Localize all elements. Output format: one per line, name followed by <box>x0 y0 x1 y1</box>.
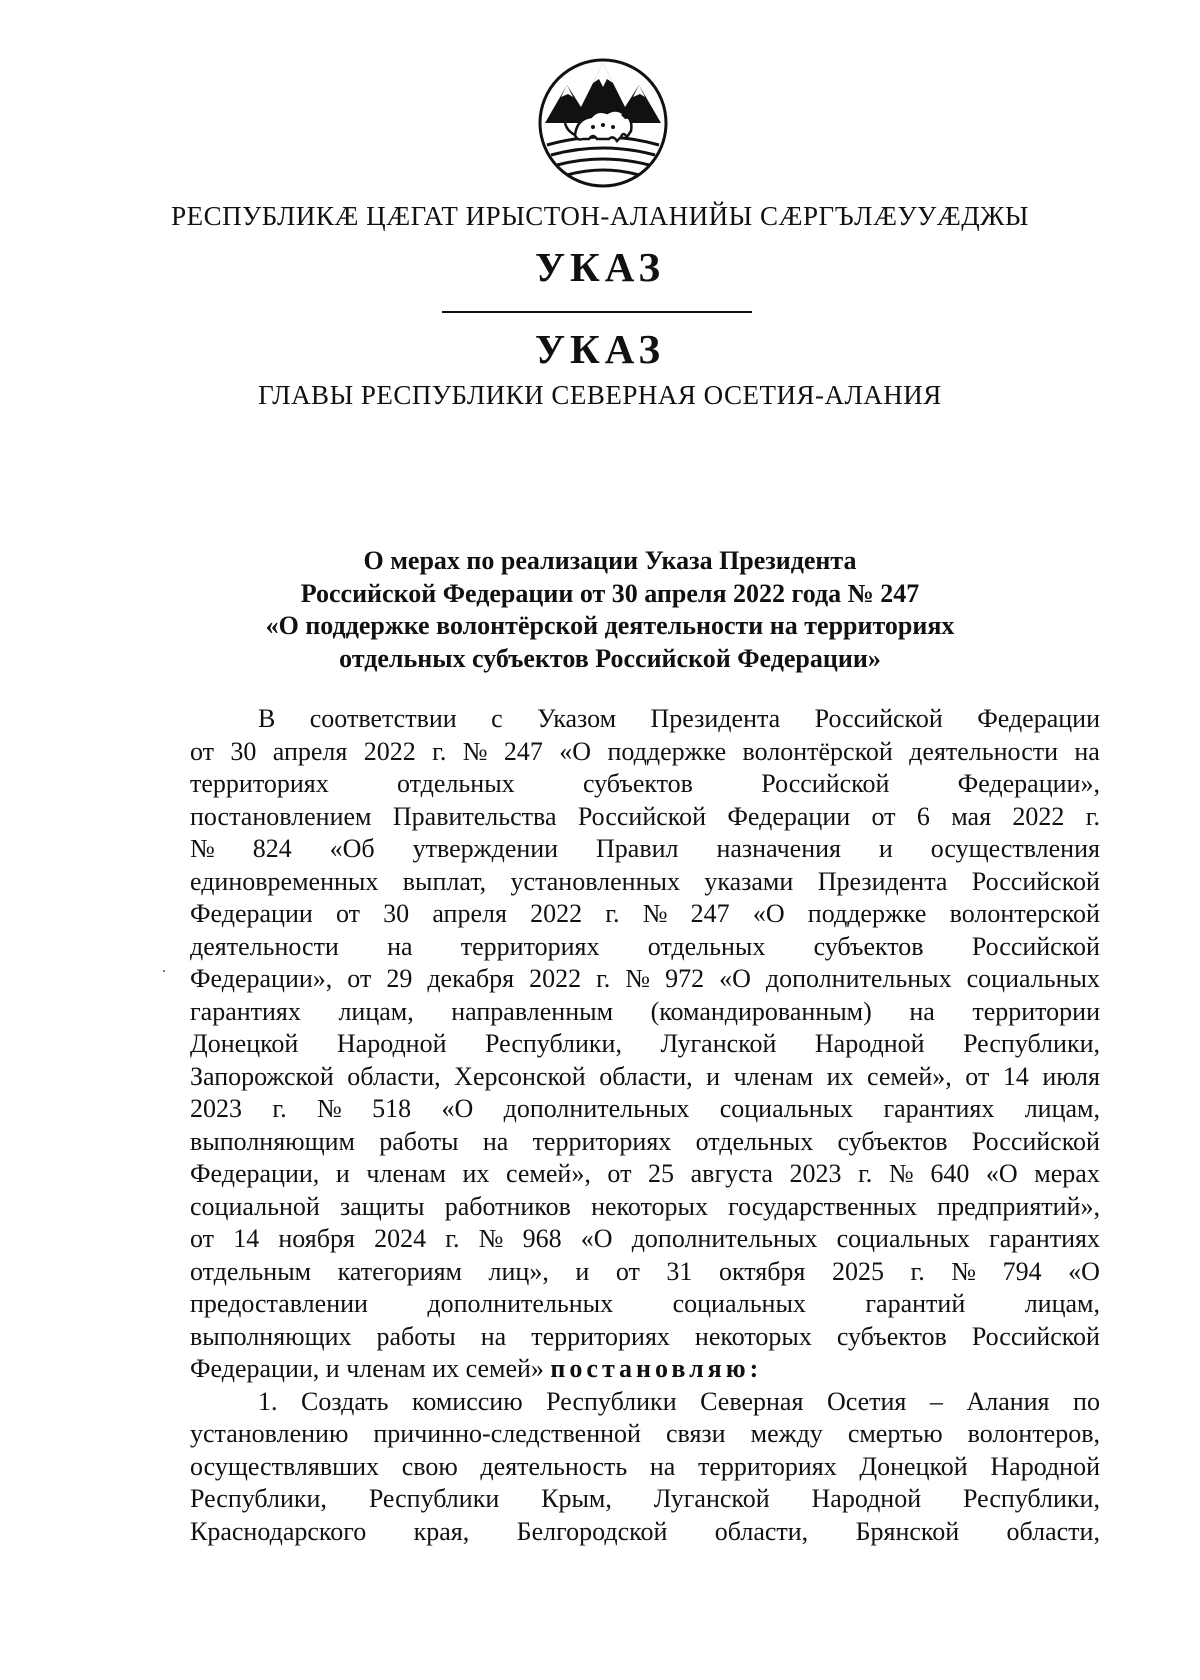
word: Брянской <box>855 1516 960 1546</box>
word: Республики, <box>485 1029 622 1058</box>
word: причинно-следственной <box>373 1419 641 1448</box>
body-line <box>190 963 1100 996</box>
word: августа <box>690 1159 773 1188</box>
word: указами <box>704 866 794 896</box>
word: Народной <box>814 1029 925 1058</box>
word: 972 <box>665 964 705 993</box>
body-line <box>190 1028 1100 1061</box>
word: постановлением <box>190 801 372 831</box>
word: и <box>878 834 893 863</box>
word: дополнительных <box>503 1094 690 1123</box>
word: между <box>750 1419 823 1448</box>
word: гарантиях <box>883 1094 995 1123</box>
word: лицам, <box>1024 1094 1100 1123</box>
word: соответствии <box>309 704 457 733</box>
word: № <box>478 1224 504 1253</box>
word: установленных <box>510 866 680 896</box>
word: области, <box>599 1061 693 1091</box>
word: деятельности <box>190 931 339 961</box>
word: Федерации», <box>957 769 1100 798</box>
word: и <box>575 1256 590 1286</box>
word: апреля <box>272 736 348 766</box>
word: от <box>335 899 360 928</box>
body-line <box>190 1158 1100 1191</box>
word: 2023 <box>789 1159 842 1188</box>
word: 247 <box>503 736 543 766</box>
word: Президента <box>650 704 781 733</box>
item-1-line <box>190 1418 1100 1451</box>
body-line <box>190 1191 1100 1224</box>
decree-body <box>190 703 1100 1548</box>
title-line: Российской Федерации от 30 апреля 2022 года № 247 <box>300 578 920 608</box>
word: апреля <box>432 899 507 928</box>
word: осуществлявших <box>190 1451 380 1481</box>
word: г. <box>605 899 620 928</box>
word: Осетия <box>826 1386 907 1416</box>
word: 2022 <box>529 964 582 993</box>
word: работы <box>376 1321 456 1351</box>
word: отдельным <box>190 1256 312 1286</box>
word: на <box>480 1321 507 1351</box>
word: Запорожской <box>190 1061 334 1091</box>
word: дополнительных <box>427 1289 614 1318</box>
word: от <box>871 801 896 831</box>
word: «О <box>441 1094 474 1123</box>
resolution-keyword: постановляю: <box>550 1354 763 1383</box>
word: Федерации <box>727 801 851 831</box>
word: волонтёрской <box>742 736 893 766</box>
word: г. <box>445 1224 460 1253</box>
word: (командированным) <box>650 996 872 1026</box>
word: и <box>335 1159 350 1188</box>
word: края, <box>413 1516 470 1546</box>
word: социальных <box>719 1094 854 1123</box>
word: «О <box>985 1159 1018 1188</box>
word: 794 <box>1002 1256 1042 1286</box>
body-line <box>190 898 1100 931</box>
word: социальной <box>190 1191 320 1221</box>
word: 1. <box>258 1386 278 1416</box>
word: направленным <box>451 996 614 1026</box>
word: Федерации <box>190 899 313 928</box>
word: субъектов <box>813 931 924 961</box>
scan-mark <box>163 970 165 972</box>
word: Донецкой <box>859 1451 968 1481</box>
word: гарантиях <box>190 996 301 1026</box>
word: Правил <box>596 834 679 863</box>
word: Луганской <box>653 1484 770 1513</box>
body-line <box>190 1126 1100 1159</box>
word: 247 <box>690 899 730 928</box>
word: г. <box>1085 801 1100 831</box>
word: территориях <box>532 1126 672 1156</box>
word: Крым, <box>541 1484 612 1513</box>
word: Президента <box>817 866 948 896</box>
word: на <box>387 931 413 961</box>
body-line <box>190 736 1100 769</box>
body-line <box>190 866 1100 899</box>
word: 30 <box>383 899 410 928</box>
word: № <box>951 1256 977 1286</box>
word: дополнительных <box>631 1224 818 1253</box>
word: на <box>649 1451 676 1481</box>
word: В <box>258 704 276 733</box>
word: субъектов <box>582 769 693 798</box>
word: «О <box>1068 1256 1100 1286</box>
word: деятельность <box>480 1451 628 1481</box>
word: 2022 <box>1012 801 1065 831</box>
word: № <box>888 1159 914 1188</box>
word: 968 <box>522 1224 562 1253</box>
word: мая <box>951 801 992 831</box>
word: октября <box>718 1256 806 1286</box>
word: на <box>1074 736 1100 766</box>
word: Российской <box>971 931 1100 961</box>
word: смертью <box>847 1419 943 1448</box>
word: Белгородской <box>516 1516 668 1546</box>
word: субъектов <box>837 1126 948 1156</box>
body-line <box>190 833 1100 866</box>
word: субъектов <box>836 1321 947 1351</box>
word: декабря <box>427 964 515 993</box>
word: лицам, <box>338 996 414 1026</box>
word: «О <box>752 899 785 928</box>
word: единовременных <box>190 866 379 896</box>
word: деятельности <box>909 736 1059 766</box>
word: 518 <box>372 1094 412 1123</box>
word: Российской <box>761 769 890 798</box>
body-line <box>190 1093 1100 1126</box>
word: некоторых <box>591 1191 708 1221</box>
word: выполняющим <box>190 1126 355 1156</box>
word: области, <box>714 1516 809 1546</box>
ukaz-title-russian: УКАЗ <box>534 326 666 372</box>
word: № <box>316 1094 342 1123</box>
word: отдельных <box>397 769 515 798</box>
word: № <box>642 899 668 928</box>
ukaz-title-ossetian: УКАЗ <box>534 244 666 290</box>
word: осуществления <box>930 834 1100 863</box>
word: и <box>706 1061 721 1091</box>
word: социальных <box>836 1224 970 1253</box>
body-line <box>190 703 1100 736</box>
word: Народной <box>990 1451 1100 1481</box>
word: № <box>625 964 651 993</box>
word: 2025 <box>831 1256 884 1286</box>
word: выполняющих <box>190 1321 352 1351</box>
word: установлению <box>190 1419 349 1448</box>
word: назначения <box>716 834 841 863</box>
word: г. <box>596 964 611 993</box>
word: на <box>909 996 935 1026</box>
word: мерах <box>1034 1159 1100 1188</box>
word: отдельных <box>695 1126 814 1156</box>
word: Республики <box>368 1484 500 1513</box>
word: поддержке <box>807 899 927 928</box>
word: семей», <box>506 1159 591 1188</box>
word: области, <box>347 1061 441 1091</box>
body-line <box>190 1061 1100 1094</box>
word: лиц», <box>488 1256 549 1286</box>
word: волонтерской <box>949 899 1100 928</box>
word: г. <box>272 1094 287 1123</box>
word: от <box>190 1224 215 1253</box>
word: Республики, <box>963 1484 1100 1513</box>
word: г. <box>910 1256 925 1286</box>
word: Российской <box>577 801 706 831</box>
word: 25 <box>648 1159 675 1188</box>
word: от <box>347 964 372 993</box>
word: № <box>462 736 488 766</box>
word: Правительства <box>392 801 557 831</box>
word: июля <box>1042 1061 1100 1091</box>
word: членам <box>733 1061 814 1091</box>
word: Республики <box>546 1386 677 1416</box>
item-1-line <box>190 1516 1100 1549</box>
word: Указом <box>537 704 617 733</box>
item-1-line <box>190 1451 1100 1484</box>
word: «О <box>580 1224 613 1253</box>
word: Создать <box>301 1386 389 1416</box>
word: дополнительных <box>765 964 952 993</box>
word: предоставлении <box>190 1289 368 1318</box>
word: 31 <box>666 1256 693 1286</box>
resolution-prefix: Федерации, и членам их семей» <box>190 1354 551 1383</box>
word: 2022 <box>530 899 583 928</box>
word: 640 <box>930 1159 970 1188</box>
word: 2022 <box>363 736 416 766</box>
word: территории <box>972 996 1100 1026</box>
word: категориям <box>337 1256 463 1286</box>
word: Российской <box>971 866 1100 896</box>
title-line: «О поддержке волонтёрской деятельности на территориях <box>265 611 955 640</box>
word: семей», <box>866 1061 952 1091</box>
word: г. <box>858 1159 873 1188</box>
word: по <box>1073 1386 1100 1416</box>
body-line <box>190 1256 1100 1289</box>
word: Алания <box>966 1386 1050 1416</box>
word: работы <box>379 1126 459 1156</box>
word: с <box>491 704 503 733</box>
word: территориях <box>460 931 600 961</box>
word: их <box>826 1061 854 1091</box>
body-line <box>190 1288 1100 1321</box>
word: гарантий <box>865 1289 966 1318</box>
word: Российской <box>814 704 943 733</box>
word: Российской <box>971 1126 1100 1156</box>
word: № <box>190 834 215 863</box>
body-line <box>190 1223 1100 1256</box>
word: – <box>929 1386 943 1416</box>
word: Федерации», <box>190 964 333 993</box>
word: «О <box>719 964 751 993</box>
body-line <box>190 1321 1100 1354</box>
word: государственных <box>728 1191 917 1221</box>
word: отдельных <box>647 931 766 961</box>
word: комиссию <box>412 1386 523 1416</box>
word: Российской <box>971 1321 1100 1351</box>
word: 30 <box>230 736 257 766</box>
word: связи <box>665 1419 726 1448</box>
word: 29 <box>386 964 413 993</box>
word: области, <box>1006 1516 1100 1546</box>
word: г. <box>432 736 447 766</box>
word: территориях <box>698 1451 837 1481</box>
word: Республики, <box>190 1484 327 1513</box>
word: от <box>615 1256 640 1286</box>
word: от <box>607 1159 632 1188</box>
word: социальных <box>966 964 1100 993</box>
body-line-resolution <box>190 1353 1100 1386</box>
word: предприятий», <box>937 1191 1100 1221</box>
word: 14 <box>1002 1061 1029 1091</box>
decree-title <box>160 545 1060 675</box>
word: Народной <box>336 1029 447 1058</box>
body-line <box>190 931 1100 964</box>
ossetian-header: РЕСПУБЛИКӔ ЦӔГАТ ИРЫСТОН-АЛАНИЙЫ СӔРГЪЛӔУУӔДЖЫ <box>171 201 1029 231</box>
word: гарантиях <box>989 1224 1100 1253</box>
word: некоторых <box>694 1321 812 1351</box>
word: территориях <box>190 769 329 798</box>
word: 6 <box>916 801 930 831</box>
title-line: отдельных субъектов Российской Федерации» <box>339 643 881 673</box>
word: Херсонской <box>454 1061 586 1091</box>
word: членам <box>366 1159 446 1188</box>
coat-of-arms-emblem <box>537 57 669 189</box>
word: Федерации, <box>190 1159 320 1188</box>
word: лицам, <box>1024 1289 1100 1318</box>
body-line <box>190 768 1100 801</box>
word: «О <box>559 736 592 766</box>
word: «Об <box>329 834 375 863</box>
word: территориях <box>531 1321 670 1351</box>
word: утверждении <box>412 834 559 863</box>
word: свою <box>401 1451 458 1481</box>
word: Народной <box>811 1484 922 1513</box>
word: их <box>462 1159 490 1188</box>
word: поддержке <box>607 736 727 766</box>
header-divider <box>442 311 752 313</box>
word: Республики, <box>963 1029 1100 1058</box>
word: ноября <box>278 1224 355 1253</box>
title-line: О мерах по реализации Указа Президента <box>363 546 857 575</box>
word: социальных <box>672 1289 806 1318</box>
word: на <box>482 1126 509 1156</box>
word: Северная <box>700 1386 804 1416</box>
word: 14 <box>233 1224 260 1253</box>
word: 824 <box>252 834 292 863</box>
word: 2023 <box>190 1094 242 1123</box>
word: Донецкой <box>190 1029 299 1058</box>
word: Федерации <box>977 704 1100 733</box>
item-1-line <box>190 1483 1100 1516</box>
word: волонтеров, <box>967 1419 1100 1448</box>
word: работников <box>444 1191 571 1221</box>
item-1-line <box>190 1386 1100 1419</box>
russian-header: ГЛАВЫ РЕСПУБЛИКИ СЕВЕРНАЯ ОСЕТИЯ-АЛАНИЯ <box>258 380 942 410</box>
word: защиты <box>339 1191 425 1221</box>
word: Луганской <box>660 1029 777 1058</box>
word: Краснодарского <box>190 1516 367 1546</box>
word: выплат, <box>402 866 487 896</box>
word: от <box>965 1061 990 1091</box>
body-line <box>190 996 1100 1029</box>
word: 2024 <box>374 1224 427 1253</box>
word: от <box>190 736 215 766</box>
body-line <box>190 801 1100 834</box>
